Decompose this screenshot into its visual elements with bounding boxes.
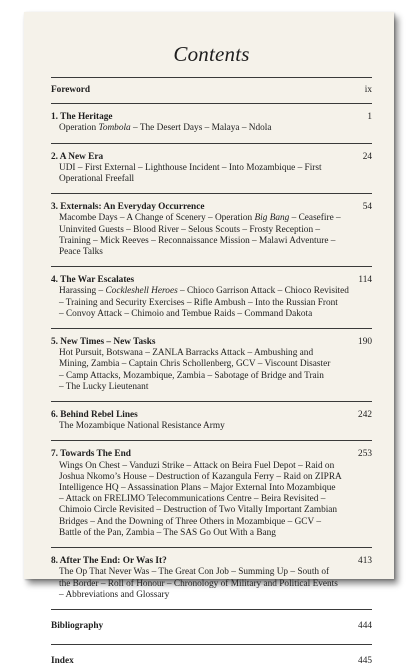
chapter-description-line: The Op That Never Was – The Great Con Job – Summing Up – South of (59, 567, 330, 578)
chapter-description-line: – The Lucky Lieutenant (59, 381, 149, 392)
divider (51, 103, 372, 104)
chapter-page-number: 24 (362, 151, 372, 162)
chapter-page-number: 114 (358, 275, 372, 286)
page-title: Contents (173, 42, 250, 66)
chapter-description-line: Bridges – And the Downing of Three Others in Mozambique – GCV – (59, 516, 322, 527)
chapter-heading: 6. Behind Rebel Lines (51, 410, 138, 421)
chapter-description-line: Hot Pursuit, Botswana – ZANLA Barracks Attack – Ambushing and (59, 348, 314, 359)
chapter-entry (51, 556, 372, 601)
chapter-entry (51, 410, 372, 432)
index-entry (51, 656, 372, 667)
chapter-page-number: 1 (367, 112, 372, 123)
foreword-entry-label: Foreword (51, 85, 91, 95)
divider (51, 77, 372, 78)
chapter-description-line: – Convoy Attack – Chimoio and Tembue Raids – Command Dakota (59, 308, 313, 319)
chapter-page-number: 190 (358, 337, 372, 348)
chapter-heading: 8. After The End: Or Was It? (51, 556, 167, 567)
chapter-description-line: Macombe Days – A Change of Scenery – Operation Big Bang – Ceasefire – (59, 213, 341, 224)
chapter-page-number: 54 (362, 202, 372, 213)
divider (51, 440, 372, 441)
chapter-page-number: 413 (358, 556, 372, 567)
chapter-description-line: Operation Tombola – The Desert Days – Malaya – Ndola (59, 123, 272, 134)
chapter-heading: 2. A New Era (51, 151, 104, 162)
bibliography-entry-page-number: 444 (358, 620, 372, 631)
chapter-description-line: Operational Freefall (59, 174, 135, 185)
toc-list (51, 85, 372, 667)
divider (51, 644, 372, 645)
chapter-description-line: Wings On Chest – Vanduzi Strike – Attack on Beira Fuel Depot – Raid on (59, 460, 335, 471)
chapter-heading: 5. New Times – New Tasks (51, 337, 156, 348)
chapter-entry (51, 112, 372, 134)
divider (51, 193, 372, 194)
chapter-description-line: the Border – Roll of Honour – Chronology of Military and Political Events (59, 578, 338, 589)
divider (51, 547, 372, 548)
chapter-description-line: Harassing – Cockleshell Heroes – Chioco Garrison Attack – Chioco Revisited (59, 286, 349, 297)
divider (51, 328, 372, 329)
chapter-description-line: Joshua Nkomo’s House – Destruction of Kazangula Ferry – Raid on ZIPRA (59, 471, 342, 482)
chapter-description-line: – Attack on FRELIMO Telecommunications Centre – Beira Revisited – (59, 494, 326, 505)
chapter-description-line: – Camp Attacks, Mozambique, Zambia – Sabotage of Bridge and Train (59, 370, 324, 381)
chapter-entry (51, 449, 372, 539)
index-entry-label: Index (51, 656, 74, 667)
chapter-description-line: Peace Talks (59, 247, 103, 258)
chapter-description-line: Chimoio Circle Revisited – Destruction of Two Vitally Important Zambian (59, 505, 338, 516)
contents-page (24, 12, 394, 667)
chapter-description-line: Uninvited Guests – Blood River – Selous Scouts – Frosty Reception – (59, 224, 321, 235)
chapter-page-number: 242 (358, 410, 372, 421)
chapter-description-line: UDI – First External – Lighthouse Incident – Into Mozambique – First (59, 162, 322, 173)
chapter-description-line: – Training and Security Exercises – Rifle Ambush – Into the Russian Front (59, 297, 338, 308)
divider (51, 401, 372, 402)
chapter-heading: 4. The War Escalates (51, 275, 135, 286)
chapter-description-line: Training – Mick Reeves – Reconnaissance Mission – Malawi Adventure – (59, 235, 336, 246)
chapter-heading: 1. The Heritage (51, 112, 113, 123)
chapter-page-number: 253 (358, 449, 372, 460)
bibliography-entry-label: Bibliography (51, 620, 104, 631)
index-entry-page-number: 445 (358, 656, 372, 667)
foreword-entry (51, 85, 372, 96)
chapter-description-line: Intelligence HQ – Assassination Plans – Major External Into Mozambique (59, 483, 336, 494)
chapter-entry (51, 275, 372, 320)
divider (51, 266, 372, 267)
chapter-entry (51, 202, 372, 258)
chapter-description-line: Mining, Zambia – Captain Chris Schollenberg, GCV – Viscount Disaster (59, 359, 331, 370)
chapter-entry (51, 152, 372, 186)
bibliography-entry (51, 621, 372, 632)
chapter-heading: 7. Towards The End (51, 449, 131, 460)
chapter-heading: 3. Externals: An Everyday Occurrence (51, 202, 205, 213)
chapter-entry (51, 337, 372, 393)
divider (51, 143, 372, 144)
foreword-entry-page-number: ix (364, 85, 372, 95)
divider (51, 609, 372, 610)
chapter-description-line: The Mozambique National Resistance Army (59, 421, 225, 432)
chapter-description-line: – Abbreviations and Glossary (59, 589, 170, 600)
chapter-description-line: Battle of the Pan, Zambia – The SAS Go Out With a Bang (59, 527, 276, 538)
